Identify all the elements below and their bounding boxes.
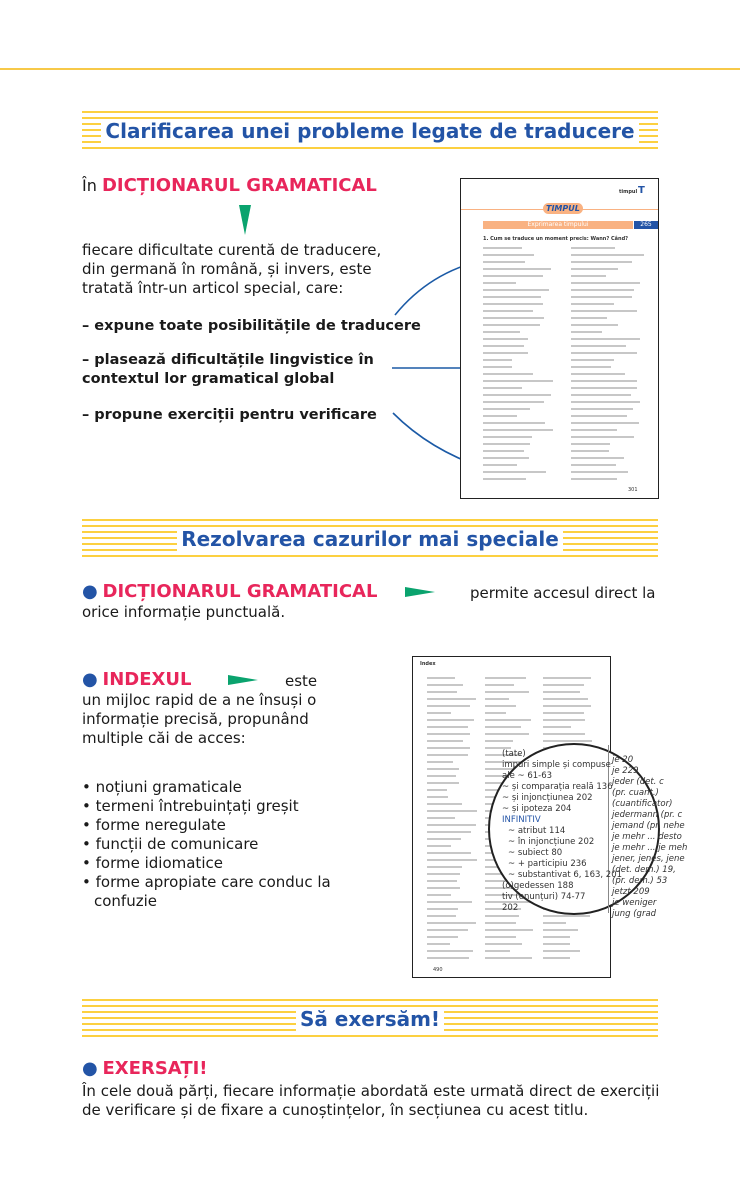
text-line [427,838,461,840]
lens-text: impuri simple și compuse [502,760,611,770]
text-line [483,471,546,473]
section-title: Rezolvarea cazurilor mai speciale [177,527,563,551]
text-line [571,338,640,340]
text-line [483,387,522,389]
section-header-rezolvare [82,519,658,559]
lens-text: (det. dem.) 19, [612,865,676,875]
text-line [427,943,450,945]
text-line [427,733,470,735]
section-title: Să exersăm! [296,1007,444,1031]
text-line [427,761,453,763]
text-line [427,880,457,882]
lens-text: INFINITIV [502,815,541,825]
text-line [571,331,602,333]
text-line [571,408,633,410]
text-line [485,943,522,945]
text-line [427,698,476,700]
lens-text: jung (grad [612,909,657,919]
text-line [427,859,477,861]
list-item-text: forme neregulate [95,816,226,834]
bullet: • [82,873,96,891]
text-line [483,352,528,354]
dictionary-sample-page [460,178,659,499]
text-line [483,373,533,375]
text-line [427,789,447,791]
access-list-item [82,835,352,854]
section-header-exersam [82,999,658,1039]
page-footer-number: 301 [628,487,638,493]
text-line [483,457,529,459]
lens-text: je mehr ... je meh [612,843,688,853]
text-line [543,740,592,742]
bullet: • [82,797,96,815]
text-line [543,936,570,938]
text-line [571,457,624,459]
dict-text-2: orice informație punctuală. [82,603,286,621]
text-line [571,436,634,438]
text-line [485,733,529,735]
bullet: • [82,778,96,796]
text-line [483,296,541,298]
point-2: – plasează dificultățile lingvistice în contextul lor gramatical global [82,352,374,387]
text-line [427,684,463,686]
text-line [483,261,525,263]
lens-text: jeder (det. c [612,777,664,787]
text-line [483,282,516,284]
text-line [543,726,571,728]
text-line [571,380,637,382]
text-line [483,338,528,340]
text-line [571,401,640,403]
text-line [543,929,578,931]
text-line [427,894,451,896]
text-line [485,691,529,693]
text-line [427,782,459,784]
text-line [571,464,616,466]
access-list-item [82,873,352,911]
text-line [543,705,591,707]
access-list [82,778,352,911]
text-line [543,712,584,714]
text-line [483,464,517,466]
text-line [485,915,519,917]
text-line [427,803,462,805]
text-line [427,852,471,854]
text-line [571,303,614,305]
access-list-item [82,816,352,835]
right-arrow-icon [228,675,258,685]
text-line [543,922,566,924]
text-line [485,950,510,952]
text-line [485,726,521,728]
exercise-text: În cele două părți, fiecare informație abordată este urmată direct de exerciții de verificare și de fixare a cunoștințelor, în secțiunea cu acest titlu. [82,1082,660,1119]
text-line [427,845,451,847]
page-question: 1. Cum se traduce un moment precis: Wann? Când? [483,236,629,242]
list-item-text: forme apropiate care conduc la confuzie [94,873,331,910]
text-line [483,310,533,312]
text-line [427,810,477,812]
text-line [427,817,455,819]
index-footer-number: 490 [433,967,443,973]
text-line [427,887,460,889]
text-line [427,922,476,924]
text-line [427,950,473,952]
lens-text: (o)gedessen 188 [502,881,574,891]
lens-text: (pr. dem.) 53 [612,876,668,886]
text-line [427,677,455,679]
text-line [571,366,611,368]
text-line [485,922,516,924]
text-line [485,740,513,742]
lens-text: je mehr ... desto [612,832,682,842]
lens-text: ~ substantivat 6, 163, 201 [508,870,623,880]
lens-text: ~ subiect 80 [508,848,563,858]
access-list-item [82,778,352,797]
text-line [427,831,471,833]
text-line [485,712,506,714]
text-line [571,415,627,417]
dictionary-name: DICȚIONARUL GRAMATICAL [101,175,377,196]
text-line [485,929,533,931]
text-line [427,726,468,728]
text-line [427,901,472,903]
text-line [427,957,469,959]
list-item-text: funcții de comunicare [95,835,259,853]
text-line [571,282,640,284]
text-line [483,289,549,291]
page-banner: Exprimarea timpului [483,221,633,229]
text-line [571,429,617,431]
text-line [485,684,514,686]
text-line [543,950,580,952]
text-line [543,684,584,686]
text-line [571,394,631,396]
text-line [483,254,534,256]
text-line [483,422,545,424]
text-line [571,352,637,354]
dict-line: ● DICȚIONARUL GRAMATICAL [82,581,378,602]
lens-text: jener, jenes, jene [612,854,685,864]
page-header-word: timpul [619,189,638,195]
text-line [543,915,590,917]
text-line [427,908,458,910]
point-3: – propune exerciții pentru verificare [82,407,377,423]
text-line [427,929,468,931]
text-line [571,387,637,389]
lens-text: ~ atribut 114 [508,826,566,836]
lens-text: je weniger [612,898,657,908]
index-line: ● INDEXUL [82,669,192,690]
text-line [571,261,632,263]
section-title: Clarificarea unei probleme legate de traducere [101,119,638,143]
text-line [483,401,544,403]
text-line [427,691,457,693]
exercise-label: EXERSAȚI! [102,1058,208,1079]
text-line [571,450,609,452]
section1-description: fiecare dificultate curentă de traducere, din germană în română, și invers, este tratată într-un articol special, care: [82,241,382,297]
page-letter: T [638,185,645,196]
text-line [485,705,516,707]
lens-text: ~ + participiu 236 [508,859,587,869]
lens-text: ~ în injoncțiune 202 [508,837,595,847]
exercise-line: ● EXERSAȚI! [82,1058,208,1079]
page-title: TIMPUL [543,203,583,214]
bullet: • [82,854,96,872]
text-line [427,796,448,798]
text-line [483,268,551,270]
point-1: – expune toate posibilitățile de traducere [82,318,421,334]
text-line [483,366,512,368]
list-item-text: forme idiomatice [95,854,223,872]
text-line [427,747,470,749]
text-line [483,394,551,396]
lens-text: (pr. cuant.) [612,788,659,798]
text-line [543,698,588,700]
text-line [571,422,639,424]
text-line [485,957,532,959]
text-line [427,712,451,714]
right-arrow-icon [405,587,435,597]
bullet: • [82,835,96,853]
text-line [483,380,553,382]
list-item-text: termeni întrebuințați greșit [95,797,299,815]
text-line [483,429,553,431]
intro-prefix: În [82,176,97,195]
text-line [483,345,524,347]
text-line [427,775,456,777]
text-line [485,936,516,938]
text-line [483,247,522,249]
lens-text: jetzt 209 [612,887,650,897]
lens-text: (tate) [502,749,526,759]
lens-text: ale ~ 61-63 [502,771,553,781]
magnifier-lens [488,743,688,919]
bullet: • [82,816,96,834]
text-line [483,317,544,319]
index-text-2: un mijloc rapid de a ne însuși o informație precisă, propunând multiple căi de acces: [82,691,317,747]
text-line [483,436,532,438]
text-line [571,478,617,480]
text-line [483,359,512,361]
index-header: Index [420,661,436,667]
text-line [543,957,570,959]
lens-text: (cuantificator) [612,799,673,809]
lens-text: je 20 [612,755,634,765]
text-line [483,303,543,305]
text-line [483,415,517,417]
text-line [483,331,520,333]
text-line [571,359,614,361]
access-list-item [82,854,352,873]
lens-text: jemand (pr. nehe [612,821,685,831]
text-line [571,275,606,277]
text-line [427,824,476,826]
text-line [571,254,644,256]
text-line [571,247,615,249]
lens-text: ~ și comparația reală 136 [502,782,613,792]
text-line [427,873,460,875]
text-line [483,443,530,445]
text-line [483,450,524,452]
text-line [485,677,526,679]
text-line [483,275,543,277]
lens-text: tiv (enunțuri) 74-77 [502,892,586,902]
text-line [427,754,468,756]
text-line [543,691,580,693]
text-line [427,705,470,707]
text-line [571,373,625,375]
text-line [483,408,530,410]
text-line [427,936,458,938]
text-line [485,719,531,721]
lens-text: ~ și ipoteza 204 [502,804,572,814]
index-name: INDEXUL [102,669,192,690]
text-line [571,324,618,326]
lens-text: je 229 [612,766,639,776]
text-line [571,310,637,312]
text-line [571,289,634,291]
text-line [543,943,570,945]
text-line [571,443,610,445]
access-list-item [82,797,352,816]
index-text-1: este [285,672,318,690]
text-line [543,677,591,679]
text-line [485,698,509,700]
lens-text: jedermann (pr. c [612,810,683,820]
text-line [571,345,626,347]
lens-text: ~ și injoncțiunea 202 [502,793,593,803]
text-line [543,733,585,735]
text-line [427,740,463,742]
text-line [571,268,618,270]
text-line [427,915,456,917]
text-line [427,866,462,868]
text-line [571,471,628,473]
list-item-text: noțiuni gramaticale [95,778,242,796]
text-line [543,719,585,721]
text-line [571,296,632,298]
page-number: 265 [634,221,658,229]
dictionary-name: DICȚIONARUL GRAMATICAL [102,581,378,602]
lens-text: 202 [502,903,519,913]
text-line [483,324,540,326]
text-line [483,478,526,480]
dict-text-1: permite accesul direct la [470,584,656,602]
text-line [427,768,459,770]
text-line [571,317,607,319]
text-line [427,719,474,721]
